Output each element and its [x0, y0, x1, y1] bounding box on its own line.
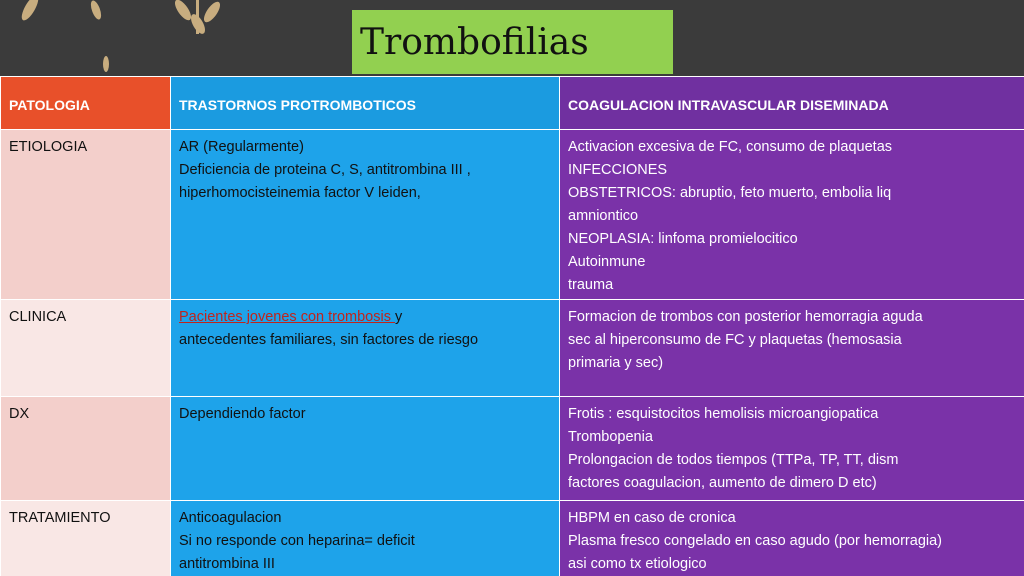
row-label-clinica: CLINICA	[1, 300, 171, 397]
cell-line: amniontico	[568, 208, 639, 224]
cell-line: Deficiencia de proteina C, S, antitrombina III ,	[179, 162, 471, 178]
cell-line: asi como tx etiologico	[568, 556, 707, 572]
cell-etiologia-trastornos	[171, 130, 560, 300]
cell-line	[179, 306, 551, 329]
table-header-row	[1, 77, 1024, 130]
cell-line: Formacion de trombos con posterior hemorragia aguda	[568, 309, 923, 325]
cell-line: Plasma fresco congelado en caso agudo (por hemorragia)	[568, 533, 942, 549]
row-label-dx: DX	[1, 397, 171, 501]
cell-line: Dependiendo factor	[179, 406, 306, 422]
cell-dx-trastornos	[171, 397, 560, 501]
cell-line: Anticoagulacion	[179, 510, 282, 526]
header-patologia: PATOLOGIA	[1, 77, 171, 130]
cell-tratamiento-trastornos	[171, 501, 560, 576]
cell-line: factores coagulacion, aumento de dimero D etc)	[568, 475, 877, 491]
cell-line: hiperhomocisteinemia factor V leiden,	[179, 185, 421, 201]
cell-line: OBSTETRICOS: abruptio, feto muerto, embolia liq	[568, 185, 892, 201]
cell-tratamiento-cid	[560, 501, 1024, 576]
cell-line: sec al hiperconsumo de FC y plaquetas (hemosasia	[568, 332, 902, 348]
header-trastornos: TRASTORNOS PROTROMBOTICOS	[171, 77, 560, 130]
cell-line: antitrombina III	[179, 556, 275, 572]
leaf-decoration-icon	[0, 0, 300, 80]
row-label-etiologia: ETIOLOGIA	[1, 130, 171, 300]
cell-line: Prolongacion de todos tiempos (TTPa, TP, TT, dism	[568, 452, 899, 468]
row-label-tratamiento: TRATAMIENTO	[1, 501, 171, 576]
cell-etiologia-cid	[560, 130, 1024, 300]
cell-line: antecedentes familiares, sin factores de riesgo	[179, 332, 479, 348]
cell-clinica-cid	[560, 300, 1024, 397]
cell-line: trauma	[568, 277, 614, 293]
cell-text: y	[395, 309, 403, 325]
cell-line: Autoinmune	[568, 254, 646, 270]
cell-clinica-trastornos	[171, 300, 560, 397]
cell-line: AR (Regularmente)	[179, 139, 304, 155]
header-cid: COAGULACION INTRAVASCULAR DISEMINADA	[560, 77, 1024, 130]
highlighted-link[interactable]: Pacientes jovenes con trombosis	[179, 309, 395, 325]
comparison-table	[0, 76, 1024, 576]
cell-dx-cid	[560, 397, 1024, 501]
table-row	[1, 397, 1024, 501]
slide-title: Trombofilias	[352, 10, 673, 74]
cell-line: HBPM en caso de cronica	[568, 510, 736, 526]
table-row	[1, 501, 1024, 576]
cell-line: Trombopenia	[568, 429, 653, 445]
cell-line: primaria y sec)	[568, 355, 664, 371]
table-row	[1, 130, 1024, 300]
cell-line: NEOPLASIA: linfoma promielocitico	[568, 231, 798, 247]
table-row	[1, 300, 1024, 397]
cell-line: INFECCIONES	[568, 162, 668, 178]
cell-line: Activacion excesiva de FC, consumo de plaquetas	[568, 139, 893, 155]
cell-line: Si no responde con heparina= deficit	[179, 533, 415, 549]
cell-line: Frotis : esquistocitos hemolisis microangiopatica	[568, 406, 879, 422]
